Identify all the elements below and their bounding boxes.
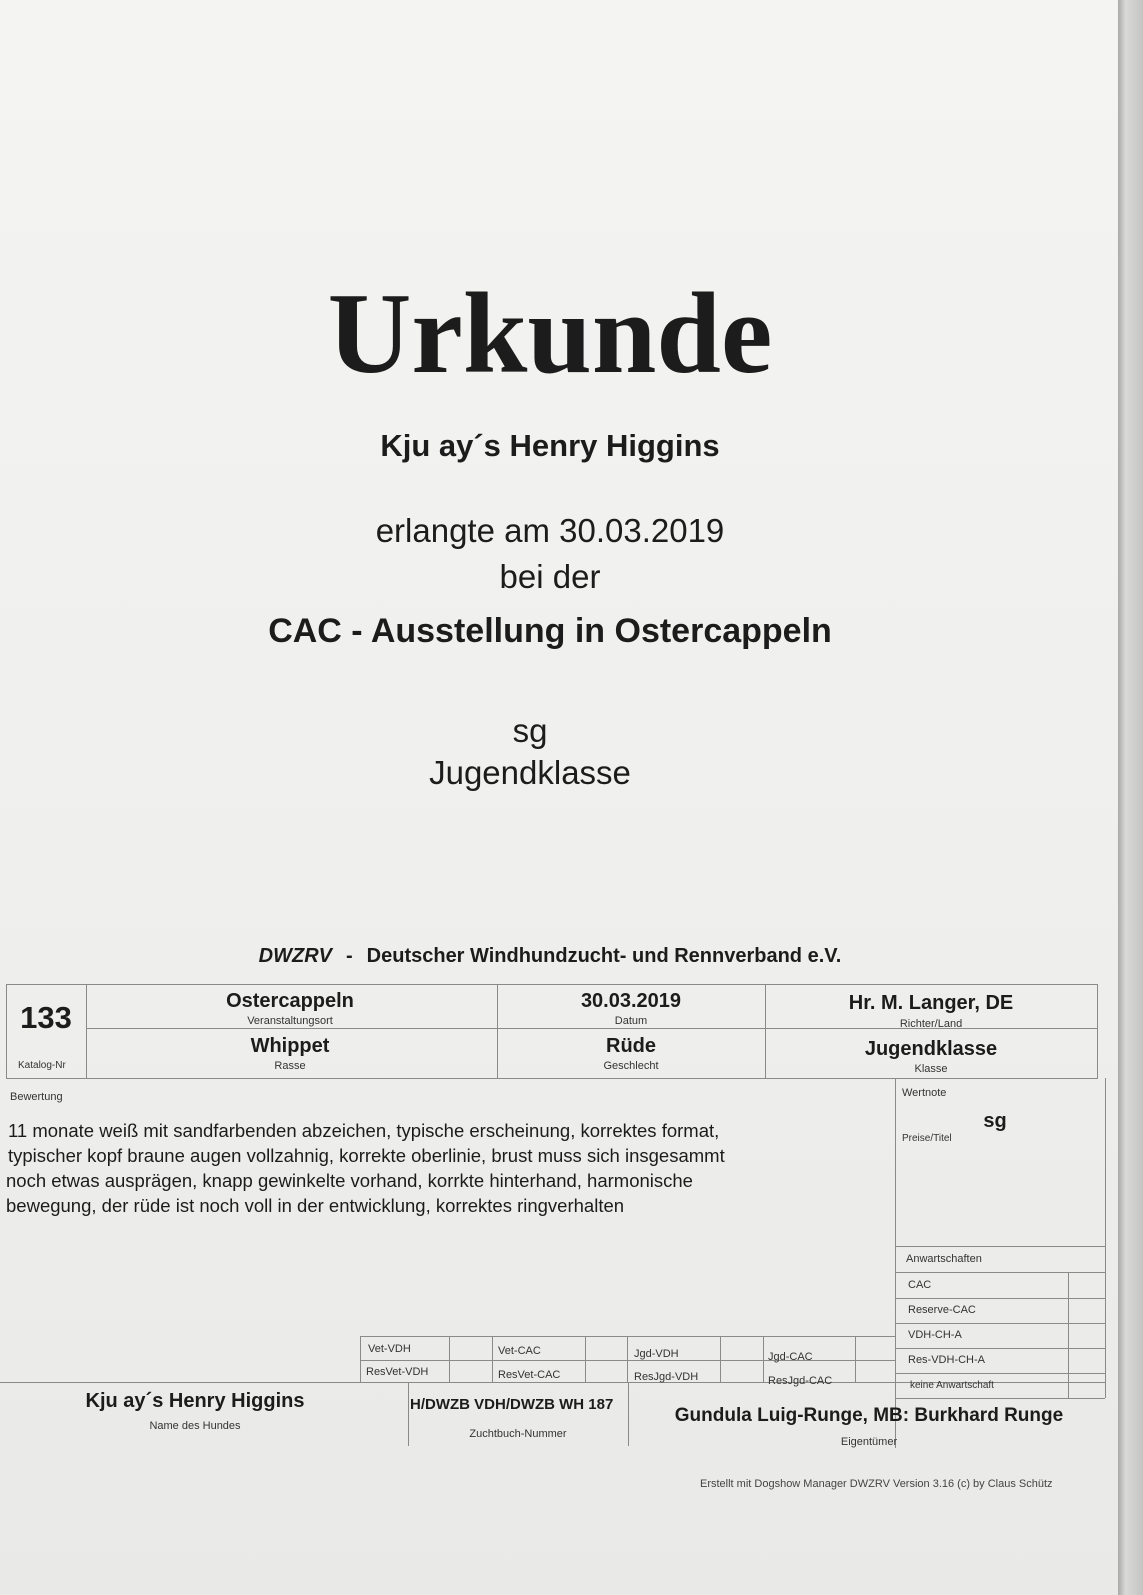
venue-value: Ostercappeln (226, 990, 354, 1012)
jgd-cac-label: Jgd-CAC (768, 1351, 813, 1363)
judge-label: Richter/Land (899, 1018, 963, 1030)
resvet-vdh-label: ResVet-VDH (366, 1366, 429, 1378)
venue-label: Veranstaltungsort (247, 1015, 333, 1027)
catalog-number: 133 (20, 1000, 72, 1035)
candidacy-reserve-cac: Reserve-CAC (908, 1304, 976, 1316)
class-value: Jugendklasse (429, 754, 631, 791)
grade-field-value: sg (983, 1110, 1007, 1132)
vet-grid-c6 (763, 1336, 764, 1382)
form-border-top (6, 984, 1098, 985)
studbook-label: Zuchtbuch-Nummer (469, 1428, 567, 1440)
form-divider-cand1 (895, 1298, 1105, 1299)
jgd-vdh-label: Jgd-VDH (634, 1348, 679, 1360)
form-divider-prizes (895, 1246, 1105, 1247)
grade-field-label: Wertnote (902, 1087, 947, 1099)
catalog-label: Katalog-Nr (18, 1060, 66, 1071)
date-value: 30.03.2019 (580, 990, 682, 1012)
footer-divider-1 (408, 1382, 409, 1446)
form-divider-cand3 (895, 1348, 1105, 1349)
vet-grid-c5 (720, 1336, 721, 1382)
form-border-right (1097, 984, 1098, 1078)
judge-value: Hr. M. Langer, DE (848, 992, 1014, 1014)
paper-edge (1118, 0, 1143, 1595)
studbook-number: H/DWZB VDH/DWZB WH 187 (410, 1396, 614, 1413)
footer-dog-name-label: Name des Hundes (149, 1420, 241, 1432)
vet-grid-c4 (627, 1336, 628, 1382)
candidacies-label: Anwartschaften (906, 1253, 982, 1265)
achievement-date-line: erlangte am 30.03.2019 (375, 512, 725, 549)
organization-abbr: DWZRV (258, 945, 332, 967)
form-divider-col3 (765, 984, 766, 1078)
form-border-right-side (1105, 1078, 1106, 1398)
evaluation-line-1: 11 monate weiß mit sandfarbenden abzeichen, typische erscheinung, korrektes format, (8, 1120, 720, 1141)
evaluation-label: Bewertung (10, 1091, 63, 1103)
event-name: CAC - Ausstellung in Ostercappeln (268, 612, 832, 650)
candidacy-cac: CAC (908, 1279, 932, 1291)
dog-name-heading: Kju ay´s Henry Higgins (380, 428, 720, 463)
form-border-left (6, 984, 7, 1078)
form-divider-cand2 (895, 1323, 1105, 1324)
vet-vdh-label: Vet-VDH (368, 1343, 411, 1355)
form-divider-col2 (497, 984, 498, 1078)
prizes-label: Preise/Titel (902, 1133, 952, 1144)
form-divider-cand0 (895, 1272, 1105, 1273)
candidacy-res-vdh-ch-a: Res-VDH-CH-A (908, 1354, 985, 1366)
resjgd-vdh-label: ResJgd-VDH (634, 1371, 699, 1383)
class-field-value: Jugendklasse (864, 1038, 998, 1060)
sex-label: Geschlecht (603, 1060, 659, 1072)
software-footer: Erstellt mit Dogshow Manager DWZRV Version 3.16 (c) by Claus Schütz (700, 1478, 1053, 1490)
footer-divider-2 (628, 1382, 629, 1446)
vet-grid-c7 (855, 1336, 856, 1382)
class-field-label: Klasse (914, 1063, 948, 1075)
footer-dog-name: Kju ay´s Henry Higgins (85, 1390, 305, 1412)
vet-cac-label: Vet-CAC (498, 1345, 541, 1357)
evaluation-line-2: typischer kopf braune augen vollzahnig, korrekte oberlinie, brust muss sich insgesammt (8, 1145, 725, 1166)
organization-separator: - (345, 945, 353, 967)
date-label: Datum (614, 1015, 648, 1027)
form-divider-cand5 (895, 1398, 1105, 1399)
evaluation-line-4: bewegung, der rüde ist noch voll in der entwicklung, korrektes ringverhalten (6, 1195, 625, 1216)
certificate-title: Urkunde (327, 270, 773, 398)
event-intro-line: bei der (499, 558, 601, 595)
resvet-cac-label: ResVet-CAC (498, 1369, 561, 1381)
vet-grid-c3 (585, 1336, 586, 1382)
organization-line (0, 945, 1100, 968)
form-divider-row2 (6, 1078, 1098, 1079)
owner-value: Gundula Luig-Runge, MB: Burkhard Runge (674, 1405, 1064, 1426)
evaluation-line-3: noch etwas ausprägen, knapp gewinkelte vorhand, korrkte hinterhand, harmonische (6, 1170, 693, 1191)
form-divider-cand4 (895, 1373, 1105, 1374)
candidacy-none: keine Anwartschaft (910, 1380, 994, 1391)
form-divider-checkbox (1068, 1272, 1069, 1398)
resjgd-cac-label: ResJgd-CAC (768, 1375, 833, 1387)
breed-label: Rasse (274, 1060, 306, 1072)
owner-label: Eigentümer (840, 1436, 898, 1448)
sex-value: Rüde (606, 1035, 656, 1057)
form-divider-col1 (86, 984, 87, 1078)
vet-grid-c1 (449, 1336, 450, 1382)
vet-grid-left (360, 1336, 361, 1382)
organization-name: Deutscher Windhundzucht- und Rennverband e.V. (366, 945, 842, 967)
breed-value: Whippet (250, 1035, 330, 1057)
candidacy-vdh-ch-a: VDH-CH-A (908, 1329, 962, 1341)
form-divider-side (895, 1078, 896, 1448)
grade-value: sg (512, 712, 548, 749)
vet-grid-c2 (492, 1336, 493, 1382)
